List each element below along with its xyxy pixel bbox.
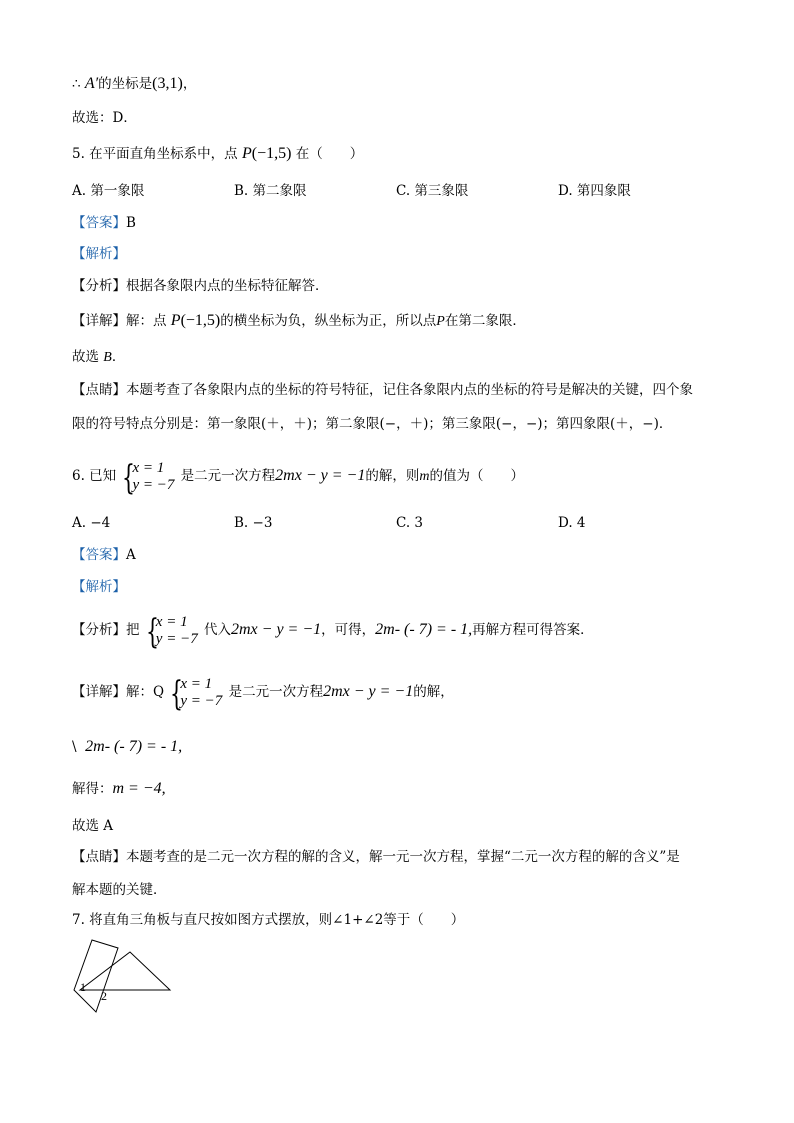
q6-dianjing-1: 【点睛】本题考查的是二元一次方程的解的含义，解一元一次方程，掌握“二元一次方程的解的含义”是 [72,849,680,865]
q6-stem: 6. 已知 { x = 1 y = −7 是二元一次方程2mx − y = −1的解，则m的值为（ ） [72,457,524,498]
q6-option-c: C. 3 [396,515,424,531]
q5-option-a: A. 第一象限 [72,183,145,199]
q7-stem: 7. 将直角三角板与直尺按如图方式摆放，则∠1+∠2等于（ ） [72,912,465,928]
q6-option-b: B. −3 [234,515,273,531]
triangle-shape [80,952,170,990]
q6-answer: 【答案】A [72,547,136,563]
q6-choose: 故选 A [72,818,114,834]
q5-option-c: C. 第三象限 [396,183,469,199]
q5-dianjing-2: 限的符号特点分别是：第一象限(＋，＋)；第二象限(−，＋)；第三象限(−，−)；第四象限(＋，−)． [72,416,673,432]
q5-choose: 故选 B． [72,349,126,365]
q7-figure [72,938,176,1018]
q5-analysis-tag: 【解析】 [72,246,126,262]
q6-fenxi: 【分析】把 { x = 1 y = −7 代入2mx − y = −1，可得，2m- (- 7) = - 1,再解方程可得答案． [72,611,594,652]
q6-step-2: 解得：m = −4, [72,780,166,797]
q5-answer: 【答案】B [72,215,136,231]
line-q4-choose: 故选：D． [72,110,137,126]
q6-step-1: \ 2m- (- 7) = - 1, [72,738,183,755]
q5-stem: 5. 在平面直角坐标系中，点 P(−1,5) 在（ ） [72,145,364,162]
q5-option-d: D. 第四象限 [558,183,631,199]
q6-option-d: D. 4 [558,515,586,531]
q5-fenxi: 【分析】根据各象限内点的坐标特征解答． [72,278,329,294]
q6-option-a: A. −4 [72,515,111,531]
angle-1-label: 1 [80,980,86,994]
q6-dianjing-2: 解本题的关键． [72,882,167,898]
q5-dianjing-1: 【点睛】本题考查了各象限内点的坐标的符号特征，记住各象限内点的坐标的符号是解决的关键，四个象 [72,382,693,398]
point-a-prime: A′ [84,75,99,92]
ruler-shape [74,940,118,1012]
angle-2-label: 2 [101,989,107,1003]
q5-option-b: B. 第二象限 [234,183,307,199]
equation-system: { x = 1 y = −7 [122,457,175,498]
line-q4-result: ∴ A′的坐标是(3,1)， [72,75,197,92]
q6-analysis-tag: 【解析】 [72,579,126,595]
q5-xiangjie: 【详解】解：点 P(−1,5)的横坐标为负，纵坐标为正，所以点P在第二象限． [72,312,526,329]
q6-xiangjie: 【详解】解：Q { x = 1 y = −7 是二元一次方程2mx − y = −1的解， [72,673,454,714]
